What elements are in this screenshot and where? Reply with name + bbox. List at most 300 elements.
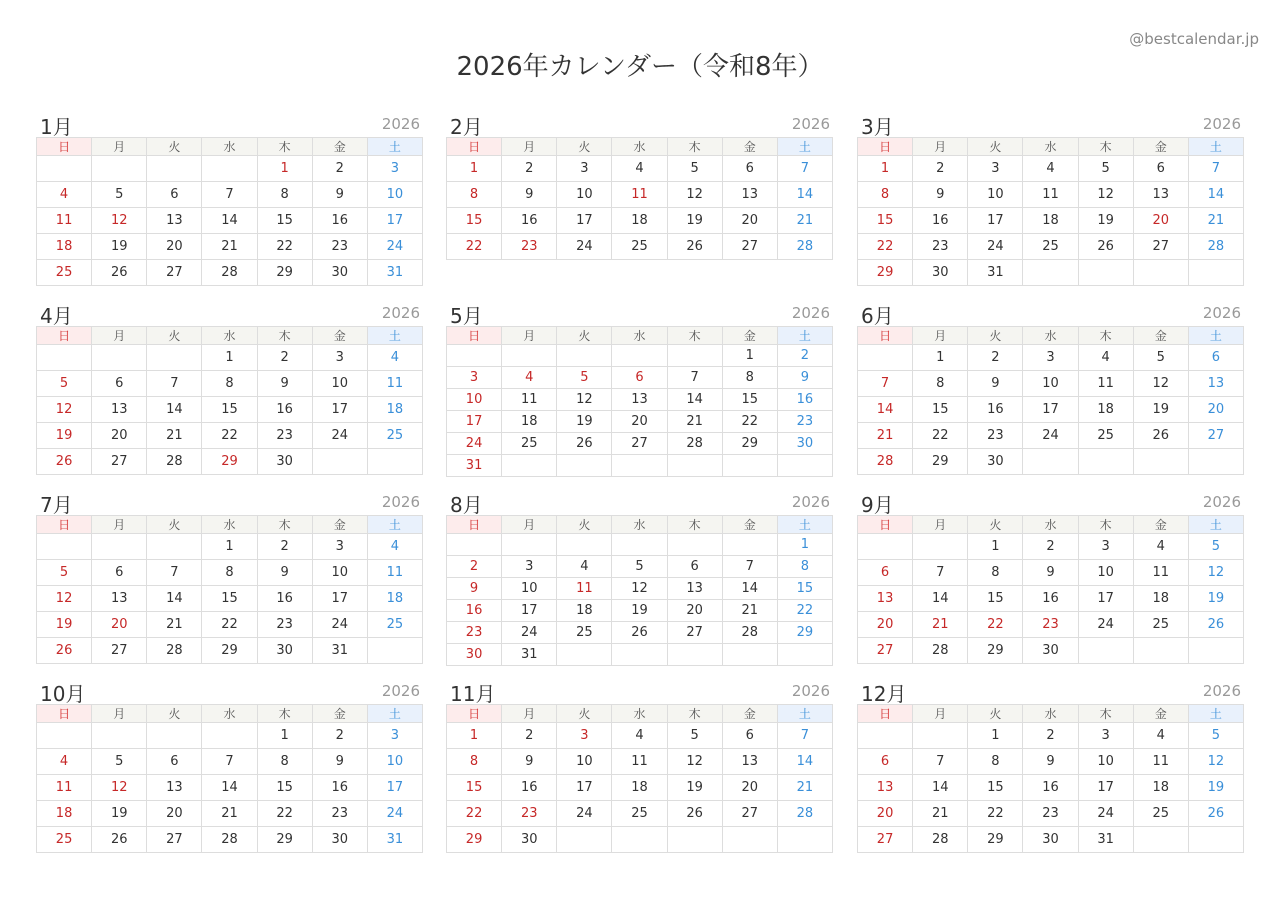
weekday-header: 土 xyxy=(367,327,422,345)
day-cell xyxy=(722,644,777,666)
day-cell: 9 xyxy=(502,182,557,208)
day-cell: 26 xyxy=(1133,423,1188,449)
day-cell: 21 xyxy=(858,423,913,449)
day-cell: 29 xyxy=(447,827,502,853)
day-cell: 17 xyxy=(367,208,422,234)
day-cell: 10 xyxy=(1078,749,1133,775)
day-cell: 2 xyxy=(257,534,312,560)
day-cell: 9 xyxy=(777,367,832,389)
day-cell: 7 xyxy=(667,367,722,389)
week-row xyxy=(858,827,1244,853)
day-cell: 21 xyxy=(147,612,202,638)
weekday-header: 月 xyxy=(913,327,968,345)
weekday-header: 金 xyxy=(1133,705,1188,723)
week-row xyxy=(447,801,833,827)
day-cell: 12 xyxy=(1188,560,1243,586)
day-cell: 3 xyxy=(557,723,612,749)
day-cell: 13 xyxy=(1133,182,1188,208)
day-cell xyxy=(612,534,667,556)
day-cell: 22 xyxy=(447,801,502,827)
day-cell: 10 xyxy=(968,182,1023,208)
weekday-header-row xyxy=(858,705,1244,723)
weekday-header: 火 xyxy=(968,705,1023,723)
day-cell xyxy=(612,827,667,853)
day-cell: 24 xyxy=(502,622,557,644)
weekday-header: 水 xyxy=(1023,327,1078,345)
day-cell xyxy=(147,534,202,560)
day-cell: 14 xyxy=(1188,182,1243,208)
week-row xyxy=(447,644,833,666)
week-row xyxy=(858,612,1244,638)
day-cell: 24 xyxy=(557,234,612,260)
day-cell xyxy=(447,534,502,556)
day-cell xyxy=(1188,260,1243,286)
weekday-header: 火 xyxy=(557,138,612,156)
month-table xyxy=(446,704,833,853)
day-cell: 29 xyxy=(257,260,312,286)
month-table xyxy=(36,137,423,286)
day-cell: 25 xyxy=(1078,423,1133,449)
week-row xyxy=(858,723,1244,749)
day-cell: 21 xyxy=(147,423,202,449)
day-cell xyxy=(858,723,913,749)
weekday-header: 月 xyxy=(92,705,147,723)
day-cell: 29 xyxy=(202,449,257,475)
site-credit: @bestcalendar.jp xyxy=(1129,30,1259,48)
week-row xyxy=(447,749,833,775)
day-cell: 9 xyxy=(312,749,367,775)
weekday-header: 土 xyxy=(1188,138,1243,156)
day-cell xyxy=(667,455,722,477)
day-cell: 8 xyxy=(257,749,312,775)
day-cell: 10 xyxy=(312,560,367,586)
day-cell: 18 xyxy=(1078,397,1133,423)
day-cell: 29 xyxy=(968,827,1023,853)
day-cell: 11 xyxy=(367,371,422,397)
day-cell: 20 xyxy=(612,411,667,433)
day-cell: 18 xyxy=(367,397,422,423)
weekday-header: 日 xyxy=(447,327,502,345)
weekday-header: 金 xyxy=(722,705,777,723)
month-header xyxy=(857,294,1244,326)
day-cell: 23 xyxy=(968,423,1023,449)
day-cell: 2 xyxy=(777,345,832,367)
day-cell: 14 xyxy=(777,749,832,775)
weekday-header: 月 xyxy=(502,138,557,156)
day-cell: 10 xyxy=(312,371,367,397)
month-table xyxy=(36,515,423,664)
day-cell: 26 xyxy=(1188,612,1243,638)
weekday-header-row xyxy=(37,138,423,156)
month-header xyxy=(36,672,423,704)
weekday-header: 土 xyxy=(367,705,422,723)
weekday-header: 水 xyxy=(612,327,667,345)
weekday-header: 月 xyxy=(92,138,147,156)
day-cell: 9 xyxy=(1023,560,1078,586)
day-cell: 16 xyxy=(913,208,968,234)
day-cell xyxy=(667,345,722,367)
day-cell: 2 xyxy=(913,156,968,182)
weekday-header: 金 xyxy=(312,516,367,534)
day-cell xyxy=(367,638,422,664)
day-cell: 30 xyxy=(502,827,557,853)
day-cell: 31 xyxy=(447,455,502,477)
month-table xyxy=(857,515,1244,664)
day-cell: 18 xyxy=(612,208,667,234)
day-cell: 9 xyxy=(502,749,557,775)
day-cell xyxy=(777,827,832,853)
week-row xyxy=(447,578,833,600)
day-cell: 2 xyxy=(312,156,367,182)
day-cell: 30 xyxy=(913,260,968,286)
month-header xyxy=(36,483,423,515)
weekday-header: 月 xyxy=(502,516,557,534)
day-cell: 13 xyxy=(722,749,777,775)
day-cell: 1 xyxy=(447,156,502,182)
day-cell: 8 xyxy=(777,556,832,578)
day-cell: 24 xyxy=(447,433,502,455)
day-cell: 25 xyxy=(1133,801,1188,827)
week-row xyxy=(447,367,833,389)
day-cell: 29 xyxy=(913,449,968,475)
day-cell: 7 xyxy=(777,723,832,749)
day-cell: 11 xyxy=(612,749,667,775)
month-table xyxy=(446,326,833,477)
week-row xyxy=(858,182,1244,208)
day-cell: 15 xyxy=(777,578,832,600)
day-cell: 27 xyxy=(858,638,913,664)
month-5 xyxy=(446,294,833,477)
day-cell: 13 xyxy=(858,775,913,801)
day-cell: 12 xyxy=(612,578,667,600)
month-6 xyxy=(857,294,1244,475)
weekday-header: 木 xyxy=(1078,138,1133,156)
day-cell: 1 xyxy=(722,345,777,367)
day-cell: 30 xyxy=(312,827,367,853)
week-row xyxy=(858,260,1244,286)
month-4 xyxy=(36,294,423,475)
day-cell: 3 xyxy=(312,345,367,371)
day-cell: 24 xyxy=(312,423,367,449)
month-table xyxy=(36,326,423,475)
day-cell: 25 xyxy=(37,260,92,286)
day-cell: 1 xyxy=(968,723,1023,749)
week-row xyxy=(858,423,1244,449)
weekday-header-row xyxy=(858,327,1244,345)
day-cell: 27 xyxy=(722,234,777,260)
day-cell: 23 xyxy=(502,801,557,827)
day-cell: 25 xyxy=(557,622,612,644)
weekday-header: 月 xyxy=(502,705,557,723)
month-year: 2026 xyxy=(381,115,420,133)
day-cell xyxy=(202,156,257,182)
day-cell: 21 xyxy=(777,208,832,234)
day-cell: 24 xyxy=(367,234,422,260)
day-cell xyxy=(1023,260,1078,286)
day-cell xyxy=(502,345,557,367)
day-cell: 8 xyxy=(447,749,502,775)
weekday-header: 水 xyxy=(202,327,257,345)
weekday-header: 木 xyxy=(667,516,722,534)
day-cell: 10 xyxy=(502,578,557,600)
weekday-header: 水 xyxy=(612,516,667,534)
weekday-header: 土 xyxy=(777,327,832,345)
week-row xyxy=(37,775,423,801)
day-cell xyxy=(202,723,257,749)
day-cell xyxy=(37,534,92,560)
day-cell xyxy=(312,449,367,475)
month-name: 7月 xyxy=(40,493,73,517)
weekday-header: 火 xyxy=(147,705,202,723)
day-cell: 16 xyxy=(312,775,367,801)
day-cell: 24 xyxy=(1078,612,1133,638)
day-cell: 28 xyxy=(147,638,202,664)
day-cell: 2 xyxy=(1023,723,1078,749)
weekday-header: 水 xyxy=(202,705,257,723)
day-cell: 11 xyxy=(37,208,92,234)
day-cell: 15 xyxy=(968,586,1023,612)
week-row xyxy=(447,556,833,578)
month-header xyxy=(446,294,833,326)
month-name: 5月 xyxy=(450,304,483,328)
day-cell: 14 xyxy=(913,586,968,612)
day-cell: 26 xyxy=(667,801,722,827)
day-cell: 12 xyxy=(1078,182,1133,208)
day-cell xyxy=(557,534,612,556)
day-cell: 20 xyxy=(722,208,777,234)
month-header xyxy=(36,105,423,137)
day-cell: 8 xyxy=(722,367,777,389)
day-cell: 26 xyxy=(612,622,667,644)
day-cell: 24 xyxy=(1023,423,1078,449)
weekday-header: 木 xyxy=(1078,516,1133,534)
day-cell: 4 xyxy=(1133,723,1188,749)
day-cell: 6 xyxy=(1188,345,1243,371)
weekday-header: 金 xyxy=(312,327,367,345)
month-year: 2026 xyxy=(791,304,830,322)
weekday-header: 月 xyxy=(913,705,968,723)
day-cell: 12 xyxy=(1188,749,1243,775)
weekday-header-row xyxy=(447,138,833,156)
weekday-header: 木 xyxy=(667,327,722,345)
day-cell xyxy=(722,827,777,853)
week-row xyxy=(37,423,423,449)
week-row xyxy=(37,801,423,827)
day-cell: 2 xyxy=(1023,534,1078,560)
day-cell: 28 xyxy=(913,638,968,664)
month-header xyxy=(857,483,1244,515)
day-cell xyxy=(502,455,557,477)
day-cell: 5 xyxy=(557,367,612,389)
day-cell xyxy=(667,644,722,666)
weekday-header: 金 xyxy=(312,705,367,723)
day-cell: 12 xyxy=(37,397,92,423)
weekday-header: 水 xyxy=(1023,138,1078,156)
day-cell: 2 xyxy=(968,345,1023,371)
day-cell xyxy=(1078,638,1133,664)
day-cell: 6 xyxy=(722,156,777,182)
day-cell: 16 xyxy=(447,600,502,622)
weekday-header-row xyxy=(858,516,1244,534)
day-cell: 13 xyxy=(667,578,722,600)
month-header xyxy=(36,294,423,326)
day-cell: 4 xyxy=(1023,156,1078,182)
weekday-header: 土 xyxy=(1188,516,1243,534)
day-cell: 20 xyxy=(667,600,722,622)
day-cell: 4 xyxy=(612,723,667,749)
day-cell: 19 xyxy=(37,423,92,449)
day-cell: 19 xyxy=(1078,208,1133,234)
day-cell xyxy=(1133,449,1188,475)
day-cell: 1 xyxy=(257,156,312,182)
day-cell: 15 xyxy=(202,586,257,612)
day-cell: 16 xyxy=(1023,586,1078,612)
day-cell xyxy=(722,455,777,477)
week-row xyxy=(447,622,833,644)
weekday-header: 火 xyxy=(147,327,202,345)
day-cell: 19 xyxy=(92,234,147,260)
day-cell xyxy=(1188,449,1243,475)
weekday-header: 火 xyxy=(147,138,202,156)
week-row xyxy=(37,638,423,664)
weekday-header: 金 xyxy=(1133,327,1188,345)
day-cell: 13 xyxy=(612,389,667,411)
weekday-header: 水 xyxy=(612,705,667,723)
day-cell: 24 xyxy=(367,801,422,827)
day-cell: 20 xyxy=(1188,397,1243,423)
day-cell: 16 xyxy=(312,208,367,234)
month-name: 1月 xyxy=(40,115,73,139)
day-cell: 11 xyxy=(367,560,422,586)
weekday-header-row xyxy=(447,705,833,723)
month-header xyxy=(446,483,833,515)
day-cell: 11 xyxy=(502,389,557,411)
day-cell: 22 xyxy=(257,801,312,827)
day-cell: 23 xyxy=(1023,612,1078,638)
day-cell: 19 xyxy=(557,411,612,433)
weekday-header: 日 xyxy=(37,138,92,156)
weekday-header: 金 xyxy=(722,138,777,156)
day-cell: 4 xyxy=(502,367,557,389)
weekday-header: 月 xyxy=(913,138,968,156)
weekday-header: 火 xyxy=(968,138,1023,156)
day-cell xyxy=(557,455,612,477)
day-cell: 5 xyxy=(612,556,667,578)
weekday-header-row xyxy=(37,705,423,723)
day-cell: 11 xyxy=(557,578,612,600)
weekday-header: 月 xyxy=(913,516,968,534)
day-cell xyxy=(1188,638,1243,664)
day-cell: 14 xyxy=(202,775,257,801)
week-row xyxy=(858,449,1244,475)
weekday-header-row xyxy=(37,516,423,534)
day-cell: 10 xyxy=(557,749,612,775)
day-cell: 26 xyxy=(37,449,92,475)
month-9 xyxy=(857,483,1244,664)
day-cell: 21 xyxy=(913,801,968,827)
day-cell: 15 xyxy=(447,208,502,234)
weekday-header: 金 xyxy=(722,516,777,534)
day-cell: 26 xyxy=(1188,801,1243,827)
day-cell: 14 xyxy=(202,208,257,234)
day-cell: 20 xyxy=(92,612,147,638)
month-name: 10月 xyxy=(40,682,86,706)
day-cell: 1 xyxy=(202,345,257,371)
day-cell: 16 xyxy=(968,397,1023,423)
day-cell: 23 xyxy=(312,801,367,827)
weekday-header-row xyxy=(858,138,1244,156)
day-cell: 1 xyxy=(858,156,913,182)
day-cell: 26 xyxy=(37,638,92,664)
day-cell: 8 xyxy=(913,371,968,397)
day-cell: 24 xyxy=(1078,801,1133,827)
weekday-header: 土 xyxy=(367,516,422,534)
day-cell: 16 xyxy=(502,775,557,801)
day-cell: 17 xyxy=(1078,775,1133,801)
month-year: 2026 xyxy=(381,682,420,700)
week-row xyxy=(447,182,833,208)
weekday-header: 火 xyxy=(968,327,1023,345)
day-cell: 17 xyxy=(447,411,502,433)
day-cell: 25 xyxy=(367,423,422,449)
day-cell xyxy=(667,827,722,853)
day-cell: 6 xyxy=(858,560,913,586)
day-cell: 28 xyxy=(777,801,832,827)
day-cell: 20 xyxy=(147,801,202,827)
day-cell: 19 xyxy=(92,801,147,827)
day-cell: 13 xyxy=(858,586,913,612)
weekday-header: 土 xyxy=(1188,327,1243,345)
day-cell: 30 xyxy=(257,449,312,475)
day-cell: 1 xyxy=(257,723,312,749)
weekday-header: 木 xyxy=(667,138,722,156)
week-row xyxy=(447,455,833,477)
day-cell: 16 xyxy=(777,389,832,411)
month-name: 2月 xyxy=(450,115,483,139)
weekday-header: 日 xyxy=(37,516,92,534)
weekday-header: 日 xyxy=(858,138,913,156)
day-cell: 18 xyxy=(1133,586,1188,612)
day-cell: 18 xyxy=(37,801,92,827)
day-cell xyxy=(92,534,147,560)
day-cell xyxy=(667,534,722,556)
month-year: 2026 xyxy=(1202,304,1241,322)
day-cell xyxy=(1133,827,1188,853)
day-cell xyxy=(557,827,612,853)
day-cell xyxy=(612,455,667,477)
weekday-header: 火 xyxy=(557,327,612,345)
day-cell xyxy=(92,345,147,371)
day-cell: 9 xyxy=(312,182,367,208)
week-row xyxy=(447,534,833,556)
day-cell: 17 xyxy=(502,600,557,622)
week-row xyxy=(858,586,1244,612)
day-cell: 15 xyxy=(913,397,968,423)
weekday-header: 土 xyxy=(1188,705,1243,723)
day-cell: 11 xyxy=(612,182,667,208)
day-cell xyxy=(37,156,92,182)
day-cell: 28 xyxy=(202,260,257,286)
week-row xyxy=(37,371,423,397)
day-cell: 4 xyxy=(557,556,612,578)
day-cell: 21 xyxy=(667,411,722,433)
day-cell: 8 xyxy=(858,182,913,208)
week-row xyxy=(858,234,1244,260)
day-cell: 27 xyxy=(667,622,722,644)
day-cell: 22 xyxy=(447,234,502,260)
weekday-header: 土 xyxy=(367,138,422,156)
weekday-header: 水 xyxy=(202,138,257,156)
